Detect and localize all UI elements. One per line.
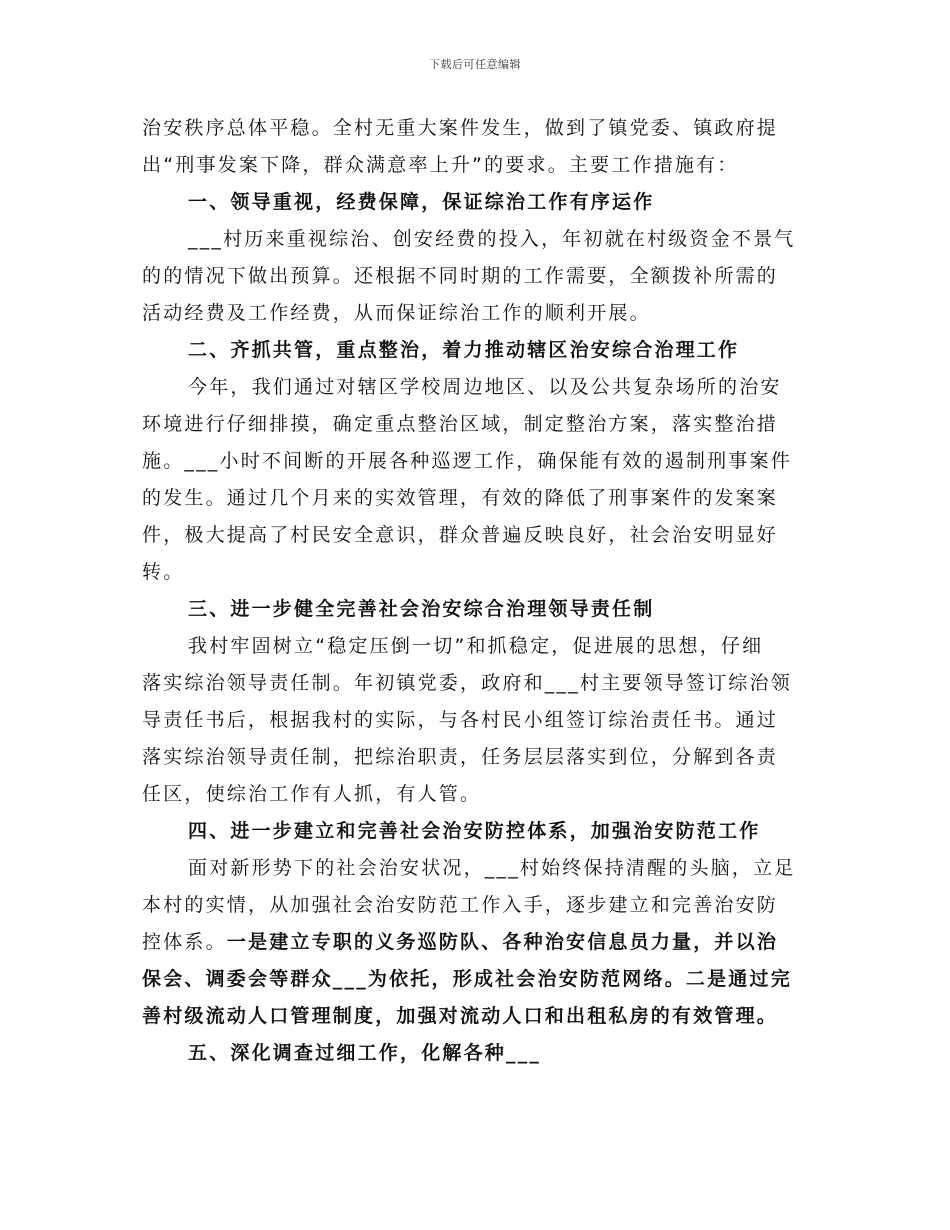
paragraph-line: 出“刑事发案下降，群众满意率上升”的要求。主要工作措施有： — [142, 154, 739, 176]
paragraph-line: 施。___小时不间断的开展各种巡逻工作，确保能有效的遏制刑事案件 — [142, 450, 792, 472]
paragraph-line: 活动经费及工作经费，从而保证综治工作的顺利开展。 — [142, 302, 651, 324]
paragraph-line: 转。 — [142, 561, 185, 583]
paragraph-line: 落实综治领导责任制。年初镇党委，政府和___村主要领导签订综治领 — [142, 672, 792, 694]
paragraph-line: 今年，我们通过对辖区学校周边地区、以及公共复杂场所的治安 — [188, 376, 782, 398]
paragraph-line: 的的情况下做出预算。还根据不同时期的工作需要，全额拨补所需的 — [142, 265, 779, 287]
section-heading-4: 四、进一步建立和完善社会治安防控体系，加强治安防范工作 — [188, 820, 761, 842]
section-heading-5: 五、深化调查过细工作，化解各种___ — [188, 1042, 542, 1064]
paragraph-line: 本村的实情，从加强社会治安防范工作入手，逐步建立和完善治安防 — [142, 894, 779, 916]
paragraph-line-bold: 善村级流动人口管理制度，加强对流动人口和出租私房的有效管理。 — [142, 1005, 779, 1027]
section-heading-1: 一、领导重视，经费保障，保证综治工作有序运作 — [188, 191, 655, 213]
paragraph-line: 环境进行仔细排摸，确定重点整治区域，制定整治方案，落实整治措 — [142, 413, 779, 435]
paragraph-text-bold: 一是建立专职的义务巡防队、各种治安信息员力量，并以治 — [226, 931, 779, 953]
paragraph-line: 任区，使综治工作有人抓，有人管。 — [142, 783, 482, 805]
paragraph-line: 件，极大提高了村民安全意识，群众普遍反映良好，社会治安明显好 — [142, 524, 779, 546]
page-header-note: 下载后可任意编辑 — [429, 58, 521, 71]
paragraph-line: 治安秩序总体平稳。全村无重大案件发生，做到了镇党委、镇政府提 — [142, 117, 779, 139]
paragraph-line: 面对新形势下的社会治安状况，___村始终保持清醒的头脑，立足 — [188, 857, 796, 879]
document-body — [142, 110, 810, 1072]
paragraph-line: ___村历来重视综治、创安经费的投入，年初就在村级资金不景气 — [188, 228, 796, 250]
section-heading-3: 三、进一步健全完善社会治安综合治理领导责任制 — [188, 598, 655, 620]
paragraph-line: 落实综治领导责任制，把综治职责，任务层层落实到位，分解到各责 — [142, 746, 779, 768]
paragraph-line-mixed — [142, 924, 810, 961]
paragraph-line: 的发生。通过几个月来的实效管理，有效的降低了刑事案件的发案案 — [142, 487, 779, 509]
paragraph-line-bold: 保会、调委会等群众___为依托，形成社会治安防范网络。二是通过完 — [142, 968, 792, 990]
paragraph-text: 控体系。 — [142, 931, 227, 953]
section-heading-2: 二、齐抓共管，重点整治，着力推动辖区治安综合治理工作 — [188, 339, 740, 361]
paragraph-line: 我村牢固树立“稳定压倒一切”和抓稳定，促进展的思想，仔细 — [188, 635, 764, 657]
paragraph-line: 导责任书后，根据我村的实际，与各村民小组签订综治责任书。通过 — [142, 709, 779, 731]
